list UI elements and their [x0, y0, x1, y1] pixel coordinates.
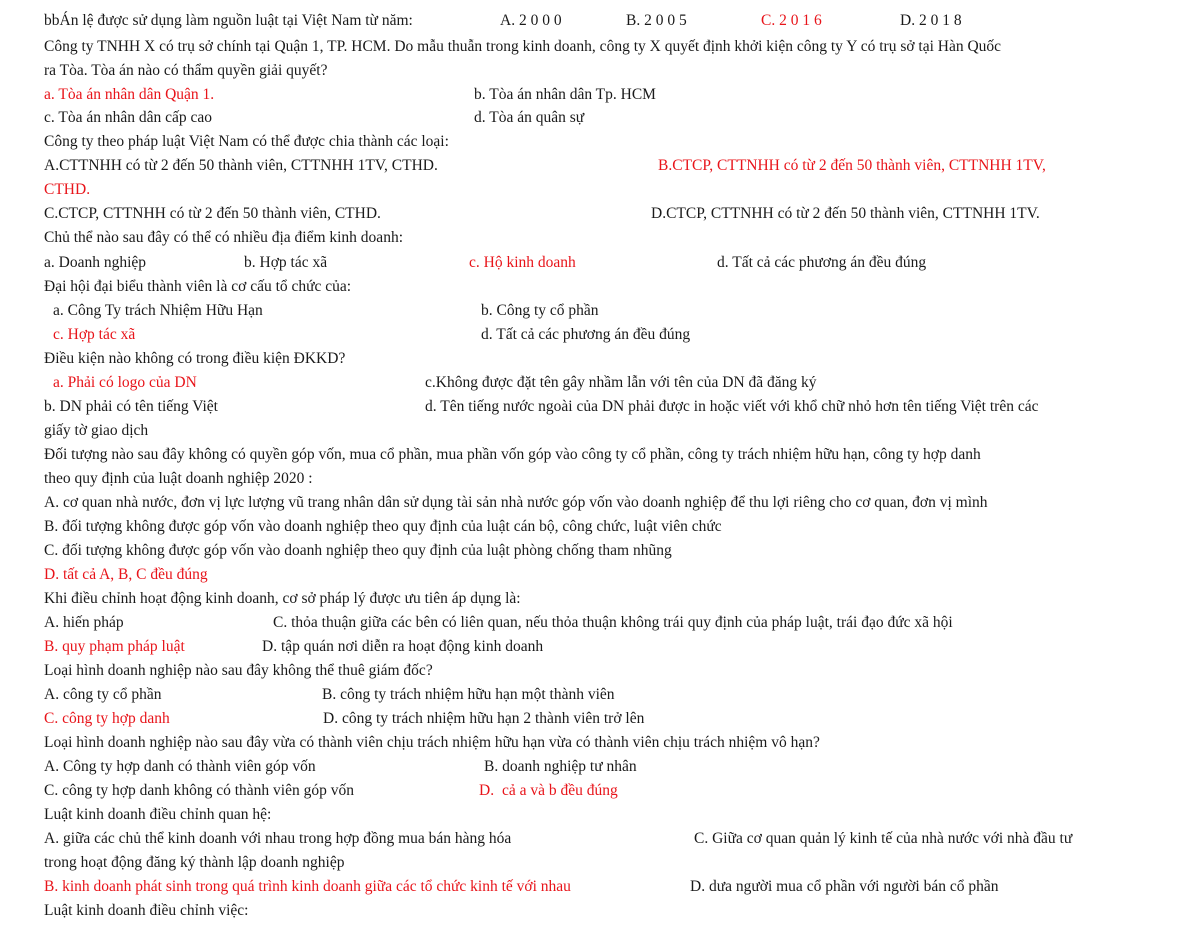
q10-option-d-letter: D.	[479, 782, 495, 799]
question-9: Loại hình doanh nghiệp nào sau đây không thể thuê giám đốc?	[44, 662, 433, 679]
q3-option-a: A.CTTNHH có từ 2 đến 50 thành viên, CTTNHH 1TV, CTHD.	[44, 157, 438, 174]
q6-option-c: c.Không được đặt tên gây nhầm lẫn với tên của DN đã đăng ký	[425, 374, 817, 391]
question-2-cont: ra Tòa. Tòa án nào có thẩm quyền giải quyết?	[44, 62, 328, 79]
q6-option-d-cont: giấy tờ giao dịch	[44, 422, 149, 439]
question-4: Chủ thể nào sau đây có thể có nhiều địa điểm kinh doanh:	[44, 229, 403, 246]
q6-option-a-answer: a. Phải có logo của DN	[53, 374, 197, 391]
q4-option-a: a. Doanh nghiệp	[44, 254, 147, 271]
question-5: Đại hội đại biểu thành viên là cơ cấu tổ chức của:	[44, 278, 352, 295]
q4-option-b: b. Hợp tác xã	[244, 254, 328, 271]
q9-option-d: D. công ty trách nhiệm hữu hạn 2 thành viên trở lên	[323, 710, 645, 727]
q7-option-c: C. đối tượng không được góp vốn vào doanh nghiệp theo quy định của luật phòng chống tham nhũng	[44, 542, 672, 559]
question-7: Đối tượng nào sau đây không có quyền góp vốn, mua cổ phần, mua phần vốn góp vào công ty cổ phần, công ty trách nhiệm hữu hạn, công ty hợp danh	[44, 446, 981, 463]
question-12: Luật kinh doanh điều chỉnh việc:	[44, 902, 249, 919]
q1-option-b: B. 2 0 0 5	[626, 12, 687, 29]
q3-option-c: C.CTCP, CTTNHH có từ 2 đến 50 thành viên, CTHD.	[44, 205, 381, 222]
q3-option-d: D.CTCP, CTTNHH có từ 2 đến 50 thành viên, CTTNHH 1TV.	[651, 205, 1040, 222]
q11-option-c: C. Giữa cơ quan quản lý kinh tế của nhà nước với nhà đầu tư	[694, 830, 1073, 847]
q1-option-d: D. 2 0 1 8	[900, 12, 962, 29]
q10-option-d-answer: cả a và b đều đúng	[502, 782, 618, 799]
q11-option-a: A. giữa các chủ thể kinh doanh với nhau trong hợp đồng mua bán hàng hóa	[44, 830, 512, 847]
q8-option-b-answer: B. quy phạm pháp luật	[44, 638, 185, 655]
q5-option-d: d. Tất cả các phương án đều đúng	[481, 326, 691, 343]
q9-option-a: A. công ty cổ phần	[44, 686, 162, 703]
q11-option-c-cont: trong hoạt động đăng ký thành lập doanh nghiệp	[44, 854, 345, 871]
q5-option-a: a. Công Ty trách Nhiệm Hữu Hạn	[53, 302, 263, 319]
q1-option-c-answer: C. 2 0 1 6	[761, 12, 822, 29]
q8-option-a: A. hiến pháp	[44, 614, 124, 631]
q3-option-b-answer-cont: CTHD.	[44, 181, 91, 198]
question-8: Khi điều chỉnh hoạt động kinh doanh, cơ sở pháp lý được ưu tiên áp dụng là:	[44, 590, 521, 607]
q1-option-a: A. 2 0 0 0	[500, 12, 562, 29]
q8-option-d: D. tập quán nơi diễn ra hoạt động kinh doanh	[262, 638, 544, 655]
q10-option-c: C. công ty hợp danh không có thành viên góp vốn	[44, 782, 354, 799]
q4-option-c-answer: c. Hộ kinh doanh	[469, 254, 576, 271]
question-2: Công ty TNHH X có trụ sở chính tại Quận 1, TP. HCM. Do mẫu thuẫn trong kinh doanh, công ty X quyết định khởi kiện công ty Y có trụ sở tại Hàn Quốc	[44, 38, 1002, 55]
q2-option-c: c. Tòa án nhân dân cấp cao	[44, 109, 212, 126]
question-11: Luật kinh doanh điều chỉnh quan hệ:	[44, 806, 272, 823]
q7-option-d-answer: D. tất cả A, B, C đều đúng	[44, 566, 208, 583]
q11-option-d: D. dưa người mua cổ phần với người bán cổ phần	[690, 878, 999, 895]
q10-option-b: B. doanh nghiệp tư nhân	[484, 758, 637, 775]
q5-option-b: b. Công ty cổ phần	[481, 302, 599, 319]
question-1: bbÁn lệ được sử dụng làm nguồn luật tại Việt Nam từ năm:	[44, 12, 413, 29]
q6-option-b: b. DN phải có tên tiếng Việt	[44, 398, 218, 415]
q2-option-a-answer: a. Tòa án nhân dân Quận 1.	[44, 86, 215, 103]
q7-option-b: B. đối tượng không được góp vốn vào doanh nghiệp theo quy định của luật cán bộ, công chức, luật viên chức	[44, 518, 722, 535]
q5-option-c-answer: c. Hợp tác xã	[53, 326, 136, 343]
q2-option-b: b. Tòa án nhân dân Tp. HCM	[474, 86, 656, 103]
q11-option-b-answer: B. kinh doanh phát sinh trong quá trình kinh doanh giữa các tổ chức kinh tế với nhau	[44, 878, 571, 895]
q8-option-c: C. thỏa thuận giữa các bên có liên quan, nếu thỏa thuận không trái quy định của pháp luật, trái đạo đức xã hội	[273, 614, 953, 631]
question-7-cont: theo quy định của luật doanh nghiệp 2020 :	[44, 470, 313, 487]
question-10: Loại hình doanh nghiệp nào sau đây vừa có thành viên chịu trách nhiệm hữu hạn vừa có thành viên chịu trách nhiệm vô hạn?	[44, 734, 820, 751]
q6-option-d: d. Tên tiếng nước ngoài của DN phải được in hoặc viết với khổ chữ nhỏ hơn tên tiếng Việt trên các	[425, 398, 1039, 415]
question-6: Điều kiện nào không có trong điều kiện ĐKKD?	[44, 350, 346, 367]
q9-option-b: B. công ty trách nhiệm hữu hạn một thành viên	[322, 686, 615, 703]
q3-option-b-answer: B.CTCP, CTTNHH có từ 2 đến 50 thành viên, CTTNHH 1TV,	[658, 157, 1046, 174]
question-3: Công ty theo pháp luật Việt Nam có thể được chia thành các loại:	[44, 133, 449, 150]
q2-option-d: d. Tòa án quân sự	[474, 109, 585, 126]
q7-option-a: A. cơ quan nhà nước, đơn vị lực lượng vũ trang nhân dân sử dụng tài sản nhà nước góp vốn vào doanh nghiệp để thu lợi riêng cho cơ quan, đơn vị mình	[44, 494, 988, 511]
q4-option-d: d. Tất cả các phương án đều đúng	[717, 254, 927, 271]
q9-option-c-answer: C. công ty hợp danh	[44, 710, 170, 727]
q10-option-a: A. Công ty hợp danh có thành viên góp vốn	[44, 758, 316, 775]
